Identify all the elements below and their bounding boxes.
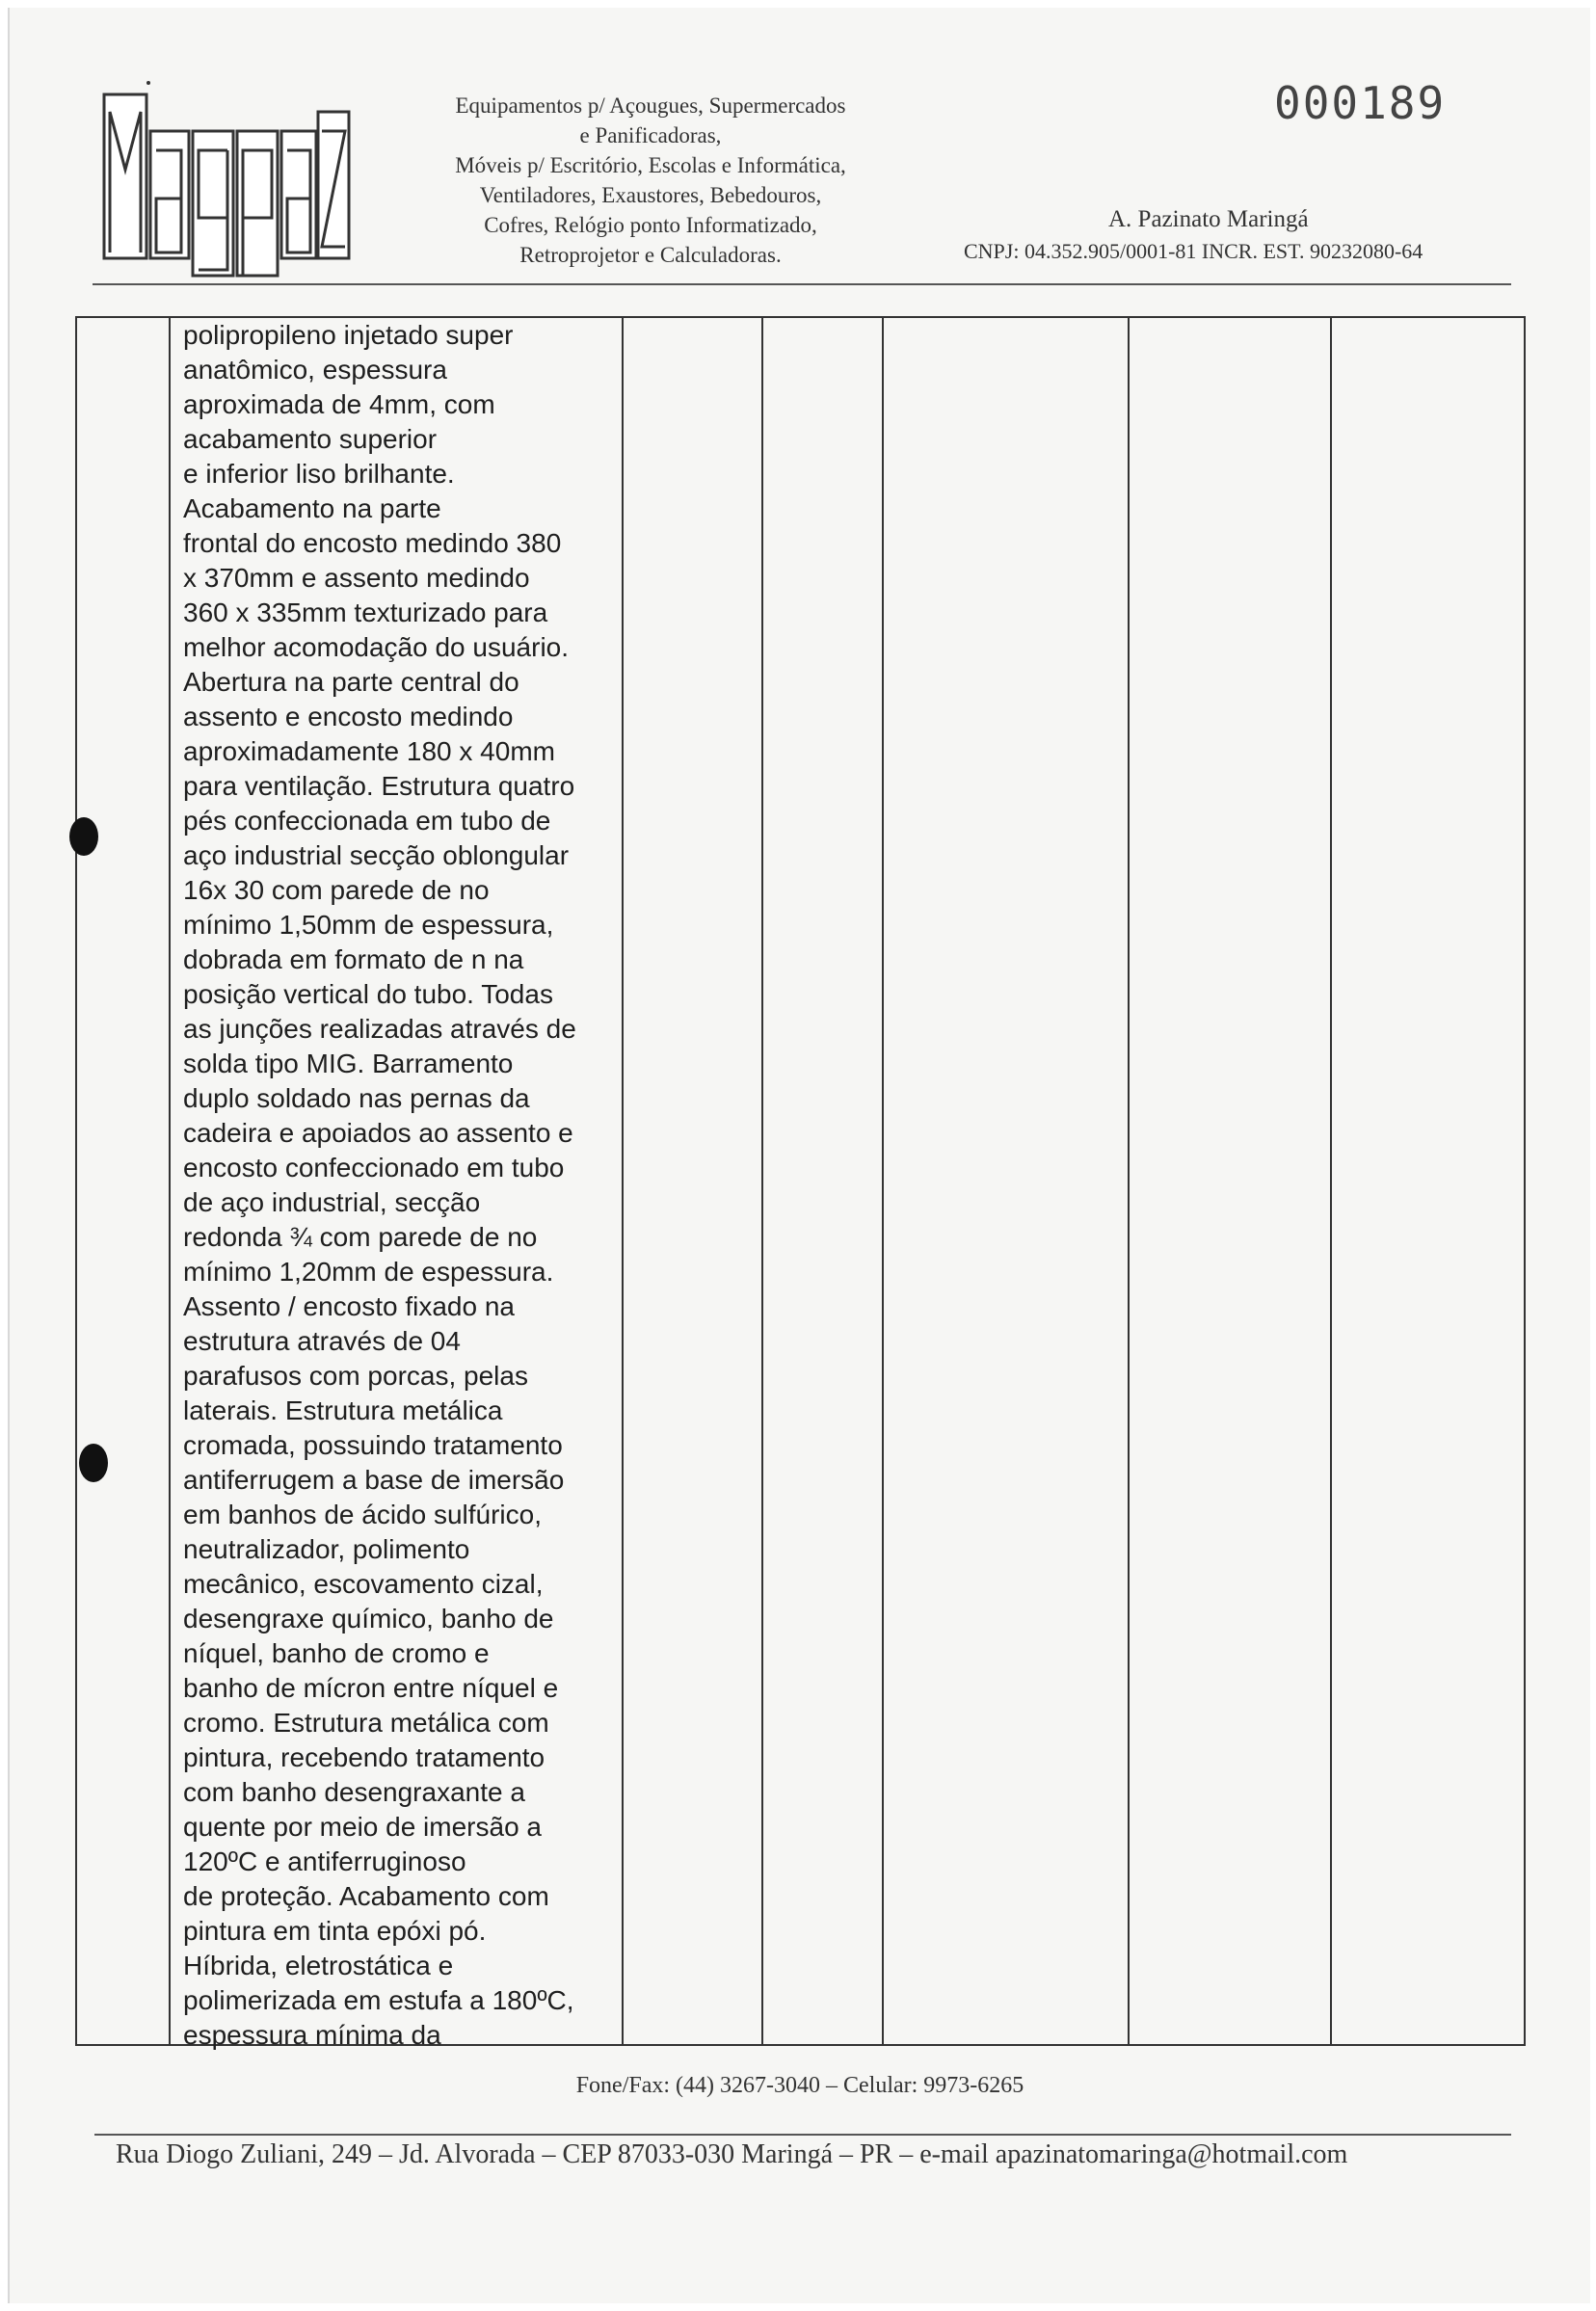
description-line: aço industrial secção oblongular [183,840,570,870]
description-line: frontal do encosto medindo 380 [183,528,562,558]
description-line: x 370mm e assento medindo [183,563,530,593]
description-line: de aço industrial, secção [183,1187,481,1217]
footer-divider [94,2134,1511,2136]
description-line: polipropileno injetado super [183,320,514,350]
description-line: polimerizada em estufa a 180ºC, [183,1985,574,2015]
description-line: pintura, recebendo tratamento [183,1742,545,1772]
description-line: 360 x 335mm texturizado para [183,598,548,627]
description-line: 120ºC e antiferruginoso [183,1846,466,1876]
column-divider [882,318,884,2044]
document-number: 000189 [1274,77,1447,129]
description-line: Abertura na parte central do [183,667,519,697]
description-line: acabamento superior [183,424,438,454]
description-line: com banho desengraxante a [183,1777,525,1807]
phone-line: Fone/Fax: (44) 3267-3040 – Celular: 9973-6265 [575,2073,1024,2098]
description-line: pintura em tinta epóxi pó. [183,1916,487,1946]
description-line: laterais. Estrutura metálica [183,1395,503,1425]
owner-name: A. Pazinato Maringá [1108,206,1309,232]
description-line: níquel, banho de cromo e [183,1638,490,1668]
company-line: e Panificadoras, [579,123,722,147]
company-line: Cofres, Relógio ponto Informatizado, [484,213,817,237]
description-line: duplo soldado nas pernas da [183,1083,530,1113]
description-line: neutralizador, polimento [183,1534,470,1564]
description-line: espessura mínima da [183,2020,441,2050]
description-line: as junções realizadas através de [183,1014,576,1044]
column-divider [761,318,763,2044]
description-line: encosto confeccionado em tubo [183,1153,565,1182]
description-line: e inferior liso brilhante. [183,459,455,489]
description-line: aproximadamente 180 x 40mm [183,736,555,766]
header-divider [93,283,1511,285]
description-line: Híbrida, eletrostática e [183,1951,454,1980]
description-line: de proteção. Acabamento com [183,1881,549,1911]
description-line: mecânico, escovamento cizal, [183,1569,544,1599]
company-line: Retroprojetor e Calculadoras. [519,243,782,267]
description-line: banho de mícron entre níquel e [183,1673,559,1703]
description-line: cromada, possuindo tratamento [183,1430,563,1460]
item-description [183,318,684,2053]
description-line: dobrada em formato de n na [183,944,524,974]
description-line: cadeira e apoiados ao assento e [183,1118,573,1148]
description-line: Acabamento na parte [183,493,441,523]
column-divider [1330,318,1332,2044]
document-page [8,8,1590,2303]
description-line: parafusos com porcas, pelas [183,1361,528,1391]
description-line: quente por meio de imersão a [183,1812,542,1842]
company-logo [98,73,351,283]
description-line: antiferrugem a base de imersão [183,1465,565,1495]
company-line: Equipamentos p/ Açougues, Supermercados [455,93,846,118]
description-line: posição vertical do tubo. Todas [183,979,553,1009]
items-table [75,316,1526,2050]
description-line: anatômico, espessura [183,355,447,385]
column-divider [169,318,171,2044]
description-line: aproximada de 4mm, com [183,389,495,419]
address-line: Rua Diogo Zuliani, 249 – Jd. Alvorada – CEP 87033-030 Maringá – PR – e-mail apazinatomaringa@hotmail.com [116,2139,1348,2169]
description-line: pés confeccionada em tubo de [183,806,551,836]
description-line: redonda ¾ com parede de no [183,1222,538,1252]
description-line: estrutura através de 04 [183,1326,461,1356]
company-line: Móveis p/ Escritório, Escolas e Informática, [455,153,846,177]
description-line: mínimo 1,20mm de espessura. [183,1257,554,1287]
description-line: Assento / encosto fixado na [183,1291,515,1321]
punch-hole [69,817,98,856]
company-description [424,91,877,270]
description-line: assento e encosto medindo [183,702,514,731]
description-line: 16x 30 com parede de no [183,875,490,905]
description-line: para ventilação. Estrutura quatro [183,771,575,801]
description-line: solda tipo MIG. Barramento [183,1049,514,1078]
description-line: em banhos de ácido sulfúrico, [183,1500,542,1529]
column-divider [1128,318,1130,2044]
cnpj-line: CNPJ: 04.352.905/0001-81 INCR. EST. 90232080-64 [964,239,1423,263]
description-line: mínimo 1,50mm de espessura, [183,910,554,940]
description-line: melhor acomodação do usuário. [183,632,570,662]
company-line: Ventiladores, Exaustores, Bebedouros, [479,183,822,207]
description-line: desengraxe químico, banho de [183,1604,554,1634]
description-line: cromo. Estrutura metálica com [183,1708,549,1738]
punch-hole [79,1444,108,1482]
